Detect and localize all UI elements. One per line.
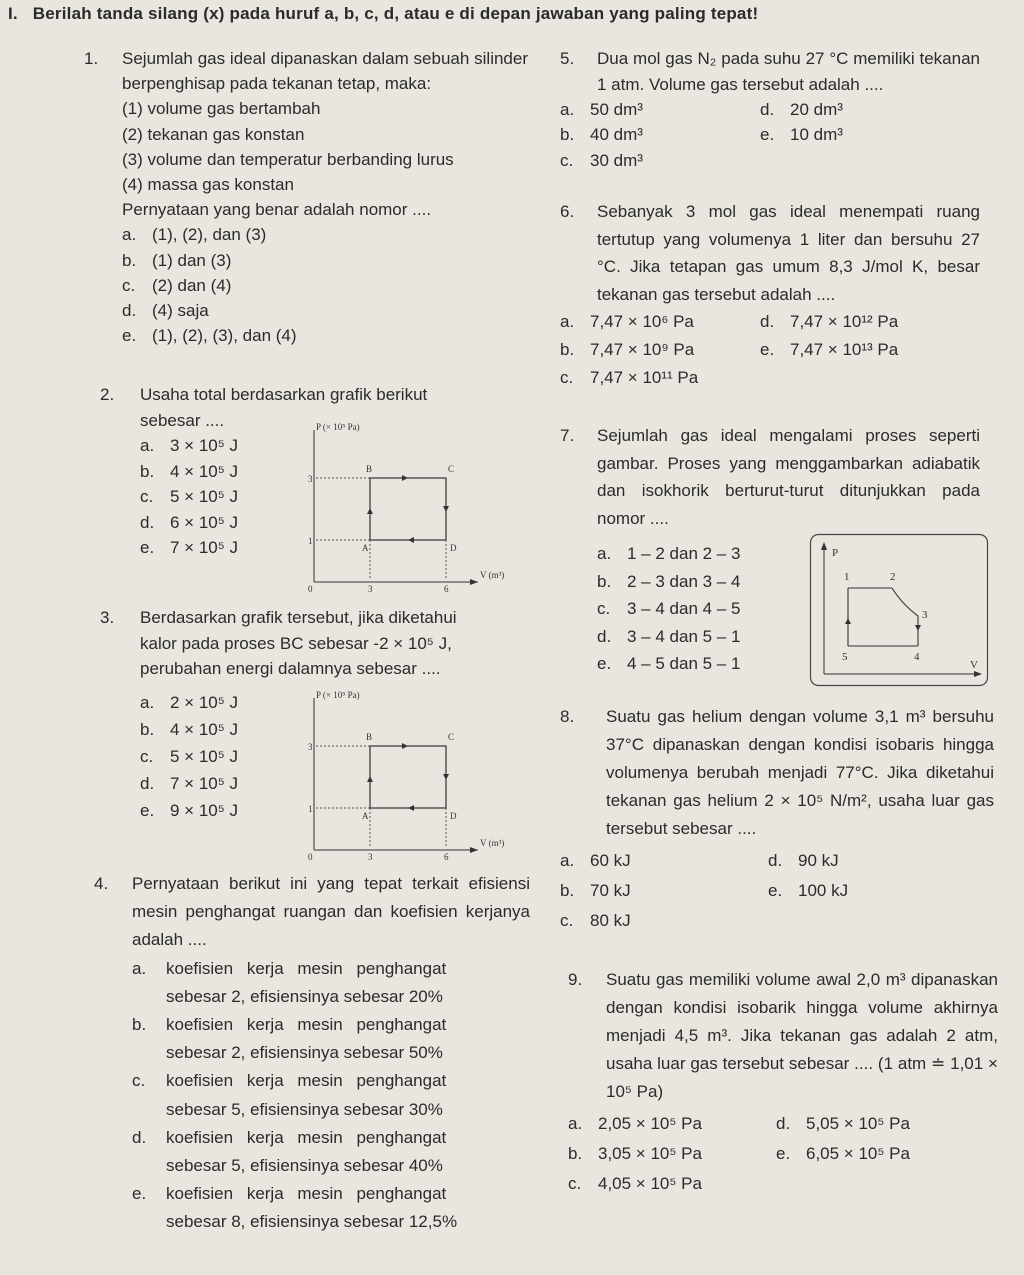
question-stem-cont: sebesar .... (140, 410, 225, 430)
point-label: B (366, 464, 373, 474)
statement: (2) tekanan gas konstan (122, 124, 305, 144)
point-label: C (448, 732, 455, 742)
x-axis-label: V (970, 659, 978, 671)
question-number: 7. (560, 426, 575, 445)
option-c[interactable]: c. 5 × 10⁵ J (140, 746, 239, 766)
option-b[interactable]: b. koefisien kerja mesin penghangat sebesar 2, efisiensinya sebesar 50% (132, 1015, 447, 1063)
option-e[interactable]: e. 4 – 5 dan 5 – 1 (597, 654, 741, 673)
point-label: 3 (922, 609, 928, 621)
question-4 (84, 870, 530, 1237)
y-axis-label: P (× 10⁵ Pa) (316, 422, 360, 432)
option-c[interactable]: c. 30 dm³ (560, 151, 643, 170)
x-tick: 3 (368, 852, 373, 862)
option-c[interactable]: c. 3 – 4 dan 4 – 5 (597, 599, 741, 618)
option-e[interactable]: e. (1), (2), (3), dan (4) (122, 326, 297, 346)
option-c[interactable]: c. 80 kJ (560, 911, 631, 930)
question-number: 9. (568, 970, 583, 989)
option-b[interactable]: b. (1) dan (3) (122, 250, 232, 270)
option-c[interactable]: c. 4,05 × 10⁵ Pa (568, 1174, 702, 1193)
question-9 (568, 966, 998, 1200)
question-number: 4. (94, 874, 109, 893)
point-label: A (362, 543, 369, 553)
question-number: 3. (100, 608, 115, 627)
section-header (8, 4, 758, 24)
option-d[interactable]: d. 20 dm³ (760, 100, 843, 119)
question-stem: Pernyataan berikut ini yang tepat terkait efisiensi mesin penghangat ruangan dan koefisien kerjanya adalah .... (132, 874, 530, 950)
x-tick: 0 (308, 852, 313, 862)
question-stem-cont: kalor pada proses BC sebesar -2 × 10⁵ J, (140, 633, 452, 653)
point-label: A (362, 811, 369, 821)
question-8 (560, 703, 994, 937)
question-number: 6. (560, 202, 575, 221)
section-instruction: Berilah tanda silang (x) pada huruf a, b, c, d, atau e di depan jawaban yang paling tepat! (32, 4, 759, 23)
x-axis-label: V (m³) (480, 570, 505, 580)
option-c[interactable]: c. koefisien kerja mesin penghangat sebesar 5, efisiensinya sebesar 30% (132, 1071, 447, 1119)
pv-graph-1 (298, 420, 505, 600)
point-label: 2 (890, 571, 896, 583)
option-b[interactable]: b. 4 × 10⁵ J (140, 461, 239, 481)
option-a[interactable]: a. 7,47 × 10⁶ Pa (560, 312, 694, 331)
left-column (84, 46, 528, 348)
option-b[interactable]: b. 3,05 × 10⁵ Pa (568, 1144, 702, 1163)
section-number: I. (8, 4, 18, 23)
question-number: 5. (560, 49, 575, 68)
question-stem: Suatu gas helium dengan volume 3,1 m³ bersuhu 37°C dipanaskan dengan kondisi isobaris hingga volumenya berubah menjadi 77°C. Jika diketahui tekanan gas helium 2 × 10⁵ N/m², usaha luar gas tersebut sebesar .... (606, 707, 994, 838)
option-d[interactable]: d. 7,47 × 10¹² Pa (760, 312, 899, 331)
question-stem: Dua mol gas N₂ pada suhu 27 °C memiliki tekanan 1 atm. Volume gas tersebut adalah .... (597, 49, 980, 94)
option-d[interactable]: d. 7 × 10⁵ J (140, 773, 239, 793)
question-stem: Usaha total berdasarkan grafik berikut (140, 385, 428, 404)
question-6 (560, 198, 980, 392)
option-c[interactable]: c. (2) dan (4) (122, 275, 232, 295)
option-b[interactable]: b. 4 × 10⁵ J (140, 719, 239, 739)
question-number: 1. (84, 49, 99, 68)
point-label: 1 (844, 571, 850, 583)
x-tick: 0 (308, 584, 313, 594)
option-a[interactable]: a. 2,05 × 10⁵ Pa (568, 1114, 702, 1133)
point-label: 5 (842, 651, 848, 663)
y-tick: 1 (308, 536, 313, 546)
option-b[interactable]: b. 7,47 × 10⁹ Pa (560, 340, 695, 359)
option-d[interactable]: d. 5,05 × 10⁵ Pa (776, 1114, 910, 1133)
point-label: 4 (914, 651, 920, 663)
option-a[interactable]: a. 50 dm³ (560, 100, 643, 119)
option-d[interactable]: d. (4) saja (122, 301, 209, 321)
option-e[interactable]: e. 10 dm³ (760, 125, 843, 144)
x-tick: 6 (444, 852, 449, 862)
option-b[interactable]: b. 40 dm³ (560, 125, 643, 144)
option-d[interactable]: d. 3 – 4 dan 5 – 1 (597, 626, 741, 646)
question-number: 8. (560, 707, 575, 726)
option-c[interactable]: c. 5 × 10⁵ J (140, 487, 239, 506)
y-tick: 3 (308, 474, 313, 484)
option-e[interactable]: e. 7 × 10⁵ J (140, 538, 239, 557)
pv-graph-q7 (810, 534, 988, 691)
y-tick: 1 (308, 804, 313, 814)
y-axis-label: P (× 10⁵ Pa) (316, 690, 360, 700)
question-stem: Berdasarkan grafik tersebut, jika diketahui (140, 608, 457, 627)
y-tick: 3 (308, 742, 313, 752)
option-a[interactable]: a. 60 kJ (560, 851, 631, 870)
option-a[interactable]: a. 3 × 10⁵ J (140, 436, 239, 455)
option-e[interactable]: e. 7,47 × 10¹³ Pa (760, 340, 899, 359)
statement: (1) volume gas bertambah (122, 99, 321, 119)
statement: (4) massa gas konstan (122, 175, 294, 195)
question-number: 2. (100, 385, 115, 404)
question-stem: Sejumlah gas ideal mengalami proses seperti gambar. Proses yang menggambarkan adiabatik dan isokhorik berturut-turut ditunjukkan pada nomor .... (597, 426, 980, 528)
x-axis-label: V (m³) (480, 838, 505, 848)
option-e[interactable]: e. 9 × 10⁵ J (140, 800, 239, 820)
option-d[interactable]: d. 90 kJ (768, 851, 839, 870)
x-tick: 3 (368, 584, 373, 594)
question-1 (84, 46, 528, 348)
question-prompt: Pernyataan yang benar adalah nomor .... (122, 200, 432, 220)
statement: (3) volume dan temperatur berbanding lurus (122, 149, 454, 169)
point-label: D (450, 543, 457, 553)
point-label: B (366, 732, 373, 742)
option-a[interactable]: a. 2 × 10⁵ J (140, 692, 239, 712)
option-d[interactable]: d. koefisien kerja mesin penghangat sebesar 5, efisiensinya sebesar 40% (132, 1127, 447, 1176)
point-label: C (448, 464, 455, 474)
question-5 (560, 46, 980, 175)
pv-graph-2 (298, 688, 505, 868)
x-tick: 6 (444, 584, 449, 594)
option-a[interactable]: a. koefisien kerja mesin penghangat sebesar 2, efisiensinya sebesar 20% (132, 958, 447, 1006)
y-axis-label: P (832, 547, 839, 559)
option-c[interactable]: c. 7,47 × 10¹¹ Pa (560, 368, 699, 387)
option-a[interactable]: a. 1 – 2 dan 2 – 3 (597, 544, 741, 563)
option-e[interactable]: e. koefisien kerja mesin penghangat sebesar 8, efisiensinya sebesar 12,5% (132, 1184, 458, 1232)
question-stem: Suatu gas memiliki volume awal 2,0 m³ dipanaskan dengan kondisi isobarik hingga volume akhirnya menjadi 4,5 m³. Jika tekanan gas adalah 2 atm, usaha luar gas tersebut sebesar .... (1 atm ≐ 1,01 × 10⁵ Pa) (606, 970, 998, 1101)
option-b[interactable]: b. 2 – 3 dan 3 – 4 (597, 571, 741, 591)
question-stem-cont: perubahan energi dalamnya sebesar .... (140, 659, 441, 678)
question-stem: Sejumlah gas ideal dipanaskan dalam sebuah silinder berpenghisap pada tekanan tetap, maka: (122, 49, 528, 94)
point-label: D (450, 811, 457, 821)
option-a[interactable]: a. (1), (2), dan (3) (122, 225, 267, 245)
option-d[interactable]: d. 6 × 10⁵ J (140, 512, 239, 532)
question-stem: Sebanyak 3 mol gas ideal menempati ruang tertutup yang volumenya 1 liter dan bersuhu 27 °C. Jika tetapan gas umum 8,3 J/mol K, besar tekanan gas tersebut adalah .... (597, 202, 980, 304)
option-e[interactable]: e. 100 kJ (768, 881, 849, 900)
option-b[interactable]: b. 70 kJ (560, 881, 631, 900)
option-e[interactable]: e. 6,05 × 10⁵ Pa (776, 1144, 910, 1163)
